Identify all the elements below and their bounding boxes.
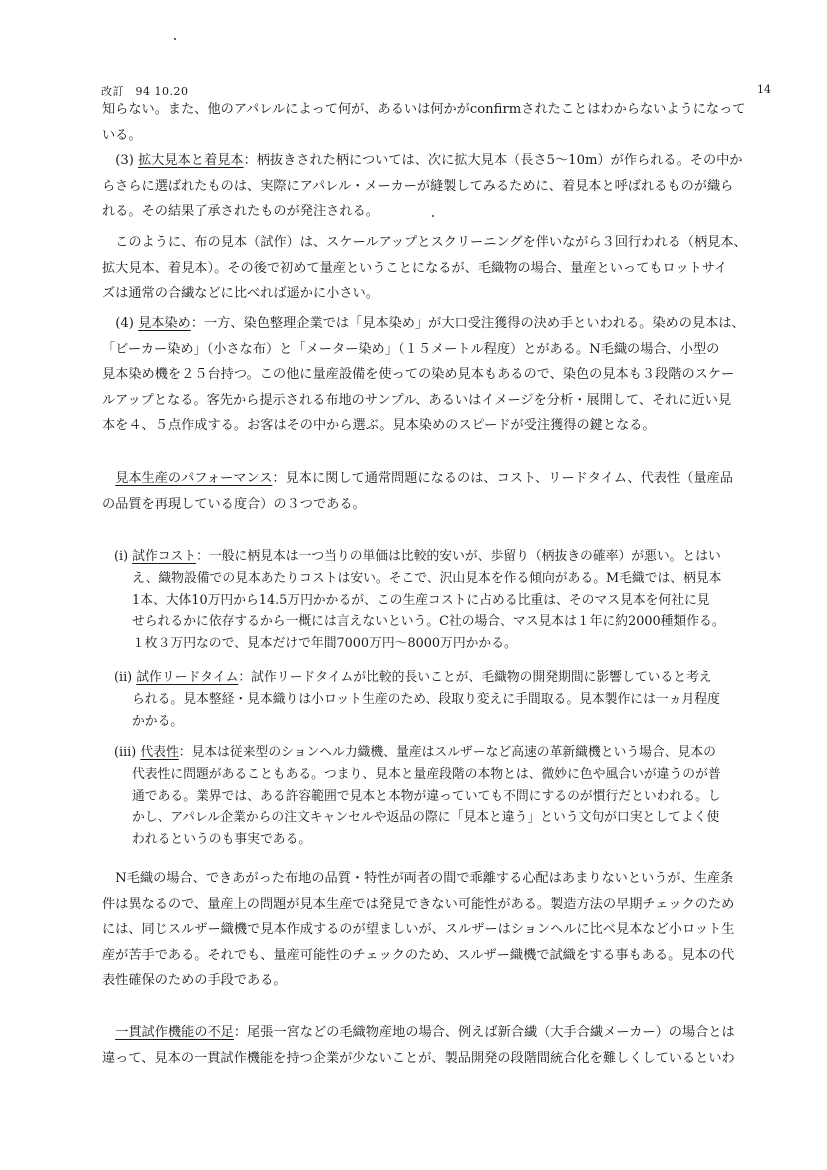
list-item-representativeness bbox=[114, 742, 721, 851]
text-line: ズは通常の合繊などに比べれば遥かに小さい。 bbox=[102, 286, 379, 302]
item-heading: 試作リードタイム bbox=[136, 670, 239, 685]
text-line: かし、アパレル企業からの注文キャンセルや返品の際に「見本と違う」という文句が口実としてよく使 bbox=[132, 810, 720, 826]
text-line: え、織物設備での見本あたりコストは安い。そこで、沢山見本を作る傾向がある。M毛織では、柄見本 bbox=[132, 570, 722, 586]
item-number: (i) bbox=[114, 549, 133, 564]
paragraph-continuation bbox=[102, 97, 745, 148]
text-line: ：見本は従来型のションヘル力織機、量産はスルザーなど高速の革新織機という場合、見本の bbox=[178, 745, 716, 760]
text-line: われるというのも事実である。 bbox=[132, 832, 312, 848]
text-line: 違って、見本の一貫試作機能を持つ企業が少ないことが、製品開発の段階間統合化を難しくしているといわ bbox=[102, 1050, 735, 1066]
text-line: かかる。 bbox=[132, 713, 184, 729]
item-number: (iii) bbox=[114, 745, 141, 760]
text-line: 見本染め機を２５台持つ。この他に量産設備を使っての染め見本もあるので、染色の見本も３段階のスケー bbox=[102, 367, 735, 383]
text-line: 知らない。また、他のアパレルによって何が、あるいは何かがconfirmされたことはわからないようになって bbox=[102, 102, 746, 117]
text-line: の品質を再現している度合）の３つである。 bbox=[102, 496, 366, 512]
text-line: ：試作リードタイムが比較的長いことが、毛織物の開発期間に影響していると考え bbox=[238, 670, 712, 685]
text-line: 通である。業界では、ある許容範囲で見本と本物が違っていても不問にするのが慣行だといわれる。し bbox=[132, 788, 721, 804]
section-heading: 一貫試作機能の不足 bbox=[115, 1025, 234, 1040]
scan-speck bbox=[174, 38, 176, 40]
text-line: 表性確保のための手段である。 bbox=[102, 973, 287, 989]
text-line: ルアップとなる。客先から提示される布地のサンプル、あるいはイメージを分析・展開して、それに近い見 bbox=[102, 392, 732, 408]
list-item-trial-cost bbox=[114, 546, 725, 655]
text-line: らさらに選ばれたものは、実際にアパレル・メーカーが縫製してみるために、着見本と呼ばれるものが織ら bbox=[102, 178, 734, 194]
text-line: いる。 bbox=[102, 127, 142, 143]
text-line: 1本、大体10万円から14.5万円かかるが、この生産コストに占める比重は、そのマス見本を何社に見 bbox=[132, 592, 710, 608]
text-line: ：柄抜きされた柄については、次に拡大見本（長さ5～10m）が作られる。その中か bbox=[243, 153, 743, 168]
item-heading: 試作コスト bbox=[132, 549, 197, 564]
text-line: N毛織の場合、できあがった布地の品質・特性が両者の間で乖離する心配はあまりないというが、生産条 bbox=[102, 871, 734, 886]
text-line: 産が苦手である。それでも、量産可能性のチェックのため、スルザー織機で試織をする事もある。見本の代 bbox=[102, 947, 735, 963]
section-heading: 見本染め bbox=[138, 316, 191, 331]
text-line: ：尾張一宮などの毛織物産地の場合、例えば新合繊（大手合繊メーカー）の場合とは bbox=[233, 1025, 735, 1040]
section-sample-performance bbox=[102, 466, 733, 517]
item-heading: 代表性 bbox=[140, 745, 179, 760]
section-heading: 拡大見本と着見本 bbox=[138, 153, 244, 168]
text-line: ：一方、染色整理企業では「見本染め」が大口受注獲得の決め手といわれる。染めの見本は、 bbox=[190, 316, 745, 331]
section-integrated-trial bbox=[102, 1020, 735, 1071]
section-sample-dyeing bbox=[102, 311, 745, 439]
text-line: 代表性に問題があることもある。つまり、見本と量産段階の本物とは、微妙に色や風合いが違うのが普 bbox=[132, 766, 721, 782]
text-line: １枚３万円なので、見本だけで年間7000万円～8000万円かかる。 bbox=[132, 636, 517, 652]
text-line: せられるかに依存するから一概には言えないという。C社の場合、マス見本は１年に約2000種類作る。 bbox=[132, 614, 725, 630]
list-item-trial-leadtime bbox=[114, 667, 720, 732]
text-line: ：見本に関して通常問題になるのは、コスト、リードタイム、代表性（量産品 bbox=[272, 471, 733, 486]
section-enlarged-sample bbox=[102, 148, 743, 225]
text-line: このように、布の見本（試作）は、スケールアップとスクリーニングを伴いながら３回行われる（柄見本、 bbox=[102, 235, 747, 250]
text-line: られる。見本整経・見本織りは小ロット生産のため、段取り変えに手間取る。見本製作には一ヵ月程度 bbox=[132, 691, 720, 707]
section-number: (3) bbox=[115, 153, 139, 168]
section-heading: 見本生産のパフォーマンス bbox=[115, 471, 273, 486]
text-line: れる。その結果了承されたものが発注される。 bbox=[102, 204, 379, 220]
page-number: 14 bbox=[757, 83, 771, 96]
text-line: 本を４、５点作成する。お客はその中から選ぶ。見本染めのスピードが受注獲得の鍵となる。 bbox=[102, 418, 656, 434]
text-line: 件は異なるので、量産上の問題が見本生産では発見できない可能性がある。製造方法の早期チェックのため bbox=[102, 896, 735, 912]
paragraph-scaleup bbox=[102, 230, 747, 307]
paragraph-n-mill bbox=[102, 866, 734, 994]
text-line: 「ビーカー染め」（小さな布）と「メーター染め」（１５メートル程度）とがある。N毛織の場合、小型の bbox=[102, 341, 720, 357]
text-line: 拡大見本、着見本）。その後で初めて量産ということになるが、毛織物の場合、量産といってもロットサイ bbox=[102, 260, 728, 276]
text-line: ：一般に柄見本は一つ当りの単価は比較的安いが、歩留り（柄抜きの確率）が悪い。とはい bbox=[196, 549, 721, 564]
item-number: (ii) bbox=[114, 670, 137, 685]
text-line: には、同じスルザー織機で見本作成するのが望ましいが、スルザーはションヘルに比べ見本など小ロット生 bbox=[102, 922, 735, 938]
section-number: (4) bbox=[115, 316, 139, 331]
revision-date: 改訂 94 10.20 bbox=[101, 85, 189, 98]
